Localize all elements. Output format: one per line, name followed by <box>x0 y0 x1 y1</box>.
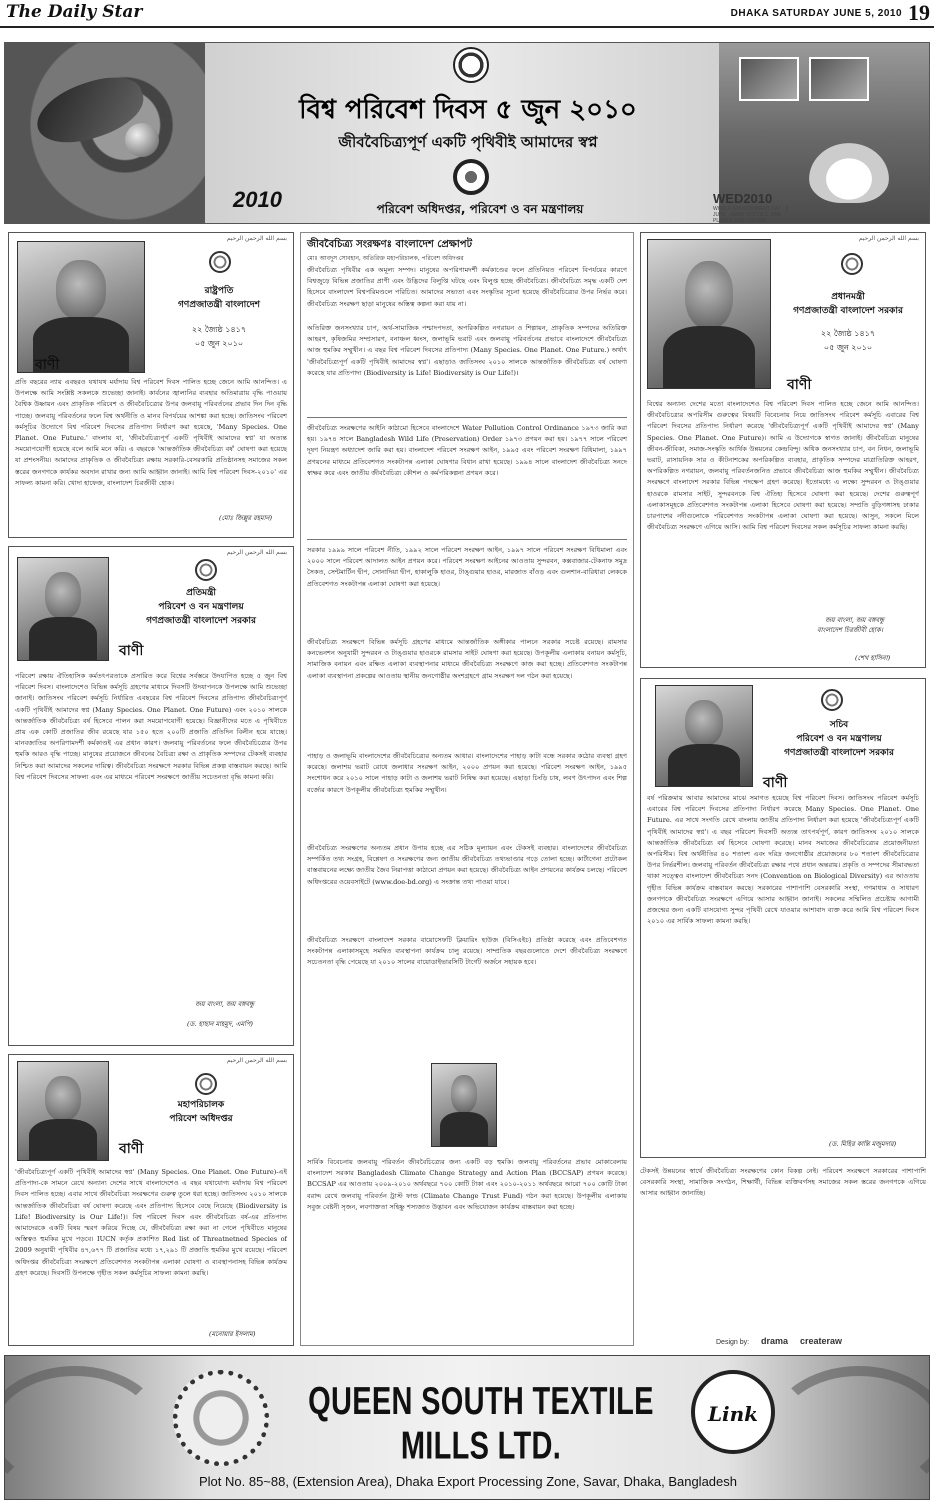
president-message <box>8 232 294 538</box>
masthead <box>0 0 934 28</box>
bismillah-text: بسم الله الرحمن الرحيم <box>226 235 287 242</box>
government-seal-icon <box>821 689 843 711</box>
prime-minister-signature: (শেখ হাসিনা) <box>855 654 891 662</box>
message-heading: বাণী <box>35 357 60 373</box>
article-paragraph: জীববৈচিত্র্য সংরক্ষণের আইনি কাঠামো হিসেবে বাংলাদেশে Water Pollution Control Ordinance ১৯৭৩ জারি করা হয়। ১৯৭৪ সালে Bangladesh Wild Life (Preservation) Order ১৯৭৩ প্রণয়ন করা হয়। ১৯৭৭ সালে পরিবেশ দূষণ নিয়ন্ত্রণ অধ্যাদেশ জারি করা হয়। বাংলাদেশ পরিবেশ সংরক্ষণ আইন, ১৯৯৫ এবং পরিবেশ সংরক্ষণ বিধিমালা, ১৯৯৭ প্রণয়নের মাধ্যমে প্রতিবেশগত সংকটাপন্ন এলাকা ঘোষণার বিধান রাখা হয়েছে। ১৯৯৪ সালে বাংলাদেশ জীববৈচিত্র্য সনদে স্বাক্ষর করে এবং জাতীয় জীববৈচিত্র্য কৌশল ও কর্মপরিকল্পনা প্রণয়ন করে। <box>307 424 627 477</box>
government-seal-icon <box>209 251 231 273</box>
link-logo-text: Link <box>707 1402 759 1426</box>
company-logo-icon <box>173 1370 269 1466</box>
lotus-icon <box>809 143 889 203</box>
message-heading: বাণী <box>787 377 812 393</box>
secretary-org: গণপ্রজাতন্ত্রী বাংলাদেশ সরকার <box>784 748 894 758</box>
president-role: রাষ্ট্রপতি <box>204 286 234 296</box>
article-paragraph: জীববৈচিত্র্য সংরক্ষণে বাংলাদেশ সরকার বায়োসেফটি ক্লিয়ারিং হাউজ (বিসিএইচ) প্রতিষ্ঠা করেছে এবং প্রতিবেশগত সংকটাপন্ন এলাকাসমূহে সমন্বিত ব্যবস্থাপনা কার্যক্রম চালু রয়েছে। সাম্প্রতিক বছরগুলোতে দেশে জীববৈচিত্র্য সংরক্ষণে সচেতনতা বৃদ্ধি পেয়েছে যা ২০১০ সালের বায়োডাইভারসিটি টার্গেট অর্জনে সহায়ক হবে। <box>307 936 627 967</box>
article-paragraph: জীববৈচিত্র্য সংরক্ষণে বিভিন্ন কর্মসূচি গ্রহণের মাধ্যমে আন্তর্জাতিক অঙ্গীকার পালনে সরকার সচেষ্ট রয়েছে। রামসার কনভেনশন অনুযায়ী সুন্দরবন ও টাঙ্গুয়ার হাওরকে রামসার সাইট ঘোষণা করা হয়েছে। উপকূলীয় এলাকায় বনায়ন কর্মসূচি, সামাজিক বনায়ন এবং রক্ষিত এলাকা ব্যবস্থাপনার মাধ্যমে জীববৈচিত্র্য সংরক্ষণে কাজ করা হচ্ছে। প্রতিবেশগত সংকটাপন্ন এলাকা ব্যবস্থাপনা প্রকল্পের আওতায় স্থানীয় জনগোষ্ঠীর অংশগ্রহণে গ্রাম সংরক্ষণ দল গঠন করা হয়েছে। <box>307 638 627 680</box>
date-bangla: ২২ জ্যৈষ্ঠ ১৪১৭ <box>820 329 876 338</box>
director-general-portrait <box>17 1061 109 1161</box>
president-message-body: প্রতি বছরের ন্যায় এবছরও যথাযথ মর্যাদায় বিশ্ব পরিবেশ দিবস পালিত হচ্ছে জেনে আমি আনন্দিত। এ উপলক্ষে আমি সংশ্লিষ্ট সকলকে শুভেচ্ছা জানাই। কার্বনের জ্বালানির ব্যবহার অতিমাত্রায় বৃদ্ধি পাওয়ায় বৈশ্বিক উষ্ণায়ন এবং প্রাকৃতিক পরিবেশ ও জীববৈচিত্র্যের উপর জলবায়ু পরিবর্তনের প্রভাব দিন দিন বৃদ্ধি পাচ্ছে। জলবায়ু পরিবর্তনের ফলে বিশ্ব অর্থনীতি ও মানব বিপর্যয়ের আশঙ্কা করা হচ্ছে। জাতিসংঘ পরিবেশ কর্মসূচির উদ্যোগে বিশ্ব পরিবেশ দিবসের প্রতিপাদ্য নির্ধারণ করা হয়েছে, 'Many Species. One Planet. One Future.' বাংলায় যা, 'জীববৈচিত্র্যপূর্ণ একটি পৃথিবীই আমাদের স্বপ্ন' যা অত্যন্ত সময়োপযোগী হয়েছে বলে আমি মনে করি। এ বছরকে 'আন্তর্জাতিক জীববৈচিত্র্য বর্ষ' ঘোষণা করা হয়েছে যা প্রশংসনীয়। আমাদের প্রাকৃতিক ও জীববৈচিত্র্য রক্ষায় সরকারি-বেসরকারি প্রতিষ্ঠানসহ সমাজের সকল স্তরের জনগণকে কার্যকর অবদান রাখার জন্য আমি আহ্বান জানাই। আমি বিশ্ব পরিবেশ দিবস-২০১০' এর সাফল্য কামনা করি। খোদা হাফেজ, বাংলাদেশ চিরজীবী হোক। <box>15 378 287 487</box>
message-heading: বাণী <box>763 775 788 791</box>
design-credit <box>716 1336 842 1346</box>
banner-title: বিশ্ব পরিবেশ দিবস ৫ জুন ২০১০ <box>299 95 637 125</box>
director-general-message <box>8 1054 294 1346</box>
divider <box>307 417 627 418</box>
prime-minister-org: গণপ্রজাতন্ত্রী বাংলাদেশ সরকার <box>793 306 903 316</box>
closing-slogan: বাংলাদেশ চিরজীবী হোক। <box>817 626 883 634</box>
secretary-portrait <box>655 685 753 787</box>
secretary-message <box>640 678 926 1158</box>
article-paragraph: জীববৈচিত্র্য পৃথিবীর এক অমূল্য সম্পদ। মানুষের অপরিণামদর্শী কর্মকাণ্ডের ফলে প্রতিনিয়ত পরিবেশ বিপর্যয়ের কারণে বিশ্বজুড়ে বিভিন্ন প্রজাতির প্রাণী এবং উদ্ভিদের বিলুপ্তি ঘটছে এবং বিলুপ্ত হচ্ছে জীববৈচিত্র্য। জীববৈচিত্র্য সমৃদ্ধ একটি দেশ হিসেবে বাংলাদেশ বিশ্বপরিমণ্ডলে পরিচিত। আমাদের সভ্যতা এবং সংস্কৃতির সূচনা হয়েছে জীববৈচিত্র্যের উপর নির্ভর করে। জীববৈচিত্র্য সংরক্ষণ ছাড়া মানুষের অস্তিত্ব কল্পনা করা যায় না। <box>307 266 627 308</box>
banner-ministry: পরিবেশ অধিদপ্তর, পরিবেশ ও বন মন্ত্রণালয় <box>376 202 584 216</box>
message-heading: বাণী <box>119 643 144 659</box>
bismillah-text: بسم الله الرحمن الرحيم <box>858 235 919 242</box>
bismillah-text: بسم الله الرحمن الرحيم <box>226 549 287 556</box>
director-general-signature: (মনোয়ার ইসলাম) <box>209 1330 256 1338</box>
sponsor-advertisement <box>4 1355 930 1500</box>
prime-minister-role: প্রধানমন্ত্রী <box>831 292 865 302</box>
director-general-message-body: 'জীববৈচিত্র্যপূর্ণ একটি পৃথিবীই আমাদের স্বপ্ন' (Many Species. One Planet. One Future)-এই প্রতিপাদ্য-কে সামনে রেখে অন্যান্য দেশের সাথে বাংলাদেশেও এ বছর যথাযোগ্য মর্যাদায় বিশ্ব পরিবেশ দিবস পালিত হচ্ছে। এবার সাথে জীববৈচিত্র্য সংরক্ষণের গুরুত্ব তুলে ধরা হচ্ছে। জাতিসংঘ ২০১০ সালকে আন্তর্জাতিক জীববৈচিত্র্য বর্ষ ঘোষণা করেছে এবং প্রতিপাদ্য হিসেবে বেছে নিয়েছে (Biodiversity is Life! Biodiversity is Our Life!)। বিশ্ব পরিবেশ দিবস এবং জীববৈচিত্র্য বর্ষ-এর প্রতিপাদ্য আমাদেরকে একটি বিষয় স্মরণ করিয়ে দিচ্ছে যে, জীববৈচিত্র্য রক্ষা করা না গেলে পৃথিবীতে মানুষের অস্তিত্বও হুমকির মুখে পড়বে। IUCN কর্তৃক প্রকাশিত Red list of Threatnetned Species of 2009 অনুযায়ী পৃথিবীর ৪৭,৬৭৭ টি প্রজাতির মধ্যে ১৭,২৯১ টি প্রজাতি হুমকির মুখে রয়েছে। পরিবেশ অধিদপ্তর জীববৈচিত্র্য সংরক্ষণে প্রতিবেশগত সংকটাপন্ন এলাকা ঘোষণা ও ব্যবস্থাপনাসহ বিভিন্ন কার্যক্রম গ্রহণ করেছে। দিবসটি উপলক্ষে গৃহীত সকল কর্মসূচির সাফল্য কামনা করছি। <box>15 1168 287 1277</box>
article-paragraph: জীববৈচিত্র্য সংরক্ষণের অন্যতম প্রধান উপায় হচ্ছে এর সঠিক মূল্যায়ন এবং টেকসই ব্যবহার। বাংলাদেশের জীববৈচিত্র্য সম্পর্কিত তথ্য সংগ্রহ, বিশ্লেষণ ও সংরক্ষণের জন্য জাতীয় জীববৈচিত্র্য তথ্যভাণ্ডার গড়ে তোলা হচ্ছে। কার্টাগেনা প্রটোকল বাস্তবায়নের লক্ষ্যে জাতীয় জৈব নিরাপত্তা কাঠামো প্রণয়ন করা হয়েছে। জীববৈচিত্র্য আইন প্রণয়নের কার্যক্রম চলছে। পরিবেশ অধিদপ্তরের ওয়েবসাইটে (www.doe-bd.org) এ সংক্রান্ত তথ্য পাওয়া যাবে। <box>307 844 627 886</box>
date-bangla: ২২ জ্যৈষ্ঠ ১৪১৭ <box>191 325 247 334</box>
agency-logo: drama <box>761 1336 789 1346</box>
link-logo <box>691 1370 775 1454</box>
prime-minister-message-body: বিশ্বের অন্যান্য দেশের মতো বাংলাদেশেও বিশ্ব পরিবেশ দিবস পালিত হচ্ছে জেনে আমি আনন্দিত। জীববৈচিত্র্যের অপরিসীম গুরুত্বের বিষয়টি বিবেচনায় নিয়ে জাতিসংঘ পরিবেশ কর্মসূচি এবারের বিশ্ব পরিবেশ দিবসের প্রতিপাদ্য নির্ধারণ করেছে 'জীববৈচিত্র্যপূর্ণ একটি পৃথিবীই আমাদের স্বপ্ন' (Many Species. One Planet. One Future)। আমি এ উদ্যোগকে স্বাগত জানাই। জীববৈচিত্র্য মানুষের জীবন-জীবিকা, সমাজ-সংস্কৃতি আর্থিক উন্নয়নের কেন্দ্রবিন্দু। অধিক জনসংখ্যার চাপ, বন নিধন, জলাভূমি ভরাট, রাসায়নিক সার ও কীটনাশকের অপরিকল্পিত ব্যবহার, প্রাকৃতিক সম্পদের মাত্রাতিরিক্ত আহরণ, অপরিকল্পিত নগরায়ন, জলবায়ু পরিবর্তনজনিত প্রভাবে জীববৈচিত্র্য আজ হুমকির সম্মুখীন। জীববৈচিত্র্য সংরক্ষণে বাংলাদেশ সরকার বিভিন্ন পদক্ষেপ গ্রহণ করেছে। ইতোমধ্যে এ লক্ষ্যে সুন্দরবন ও টাঙ্গুয়ার হাওরকে রামসার সাইট, সুন্দরবনকে বিশ্ব ঐতিহ্য হিসেবে ঘোষণা করা হয়েছে। দেশের গুরুত্বপূর্ণ এলাকাসমূহকে প্রতিবেশগত সংকটাপন্ন এলাকা হিসেবে ঘোষণা করা হয়েছে। সম্প্রতি বুড়িগঙ্গাসহ ঢাকার চারপাশের নদীগুলোকে পরিবেশগত সংকটাপন্ন এলাকা ঘোষণা করা হয়েছে। আসুন, সকলে মিলে জীববৈচিত্র্য সংরক্ষণে এগিয়ে আসি। আমি বিশ্ব পরিবেশ দিবসের সকল কর্মসূচির সাফল্য কামনা করছি। <box>647 400 919 532</box>
company-address: Plot No. 85~88, (Extension Area), Dhaka Export Processing Zone, Savar, Dhaka, Bangladesh <box>198 1474 737 1489</box>
government-seal-icon <box>195 559 217 581</box>
president-signature: (মোঃ জিল্লুর রহমান) <box>219 514 273 522</box>
state-minister-portrait <box>17 557 109 661</box>
state-minister-org: গণপ্রজাতন্ত্রী বাংলাদেশ সরকার <box>146 616 256 626</box>
fruit-icon <box>125 123 159 157</box>
biodiversity-year-logo: 2010 <box>233 187 282 212</box>
banner-subtitle: জীববৈচিত্র্যপূর্ণ একটি পৃথিবীই আমাদের স্বপ্ন <box>338 133 598 151</box>
wed-tagline: WORLD ENVIRONMENT DAY · 5 JUNE · MANY SPECIES. ONE PLANET. ONE FUTURE <box>713 206 789 224</box>
newspaper-logo: The Daily Star <box>6 2 143 22</box>
secretary-signature: (ড. মিহির কান্তি মজুমদার) <box>829 1140 897 1148</box>
article-title: জীববৈচিত্র্য সংরক্ষণঃ বাংলাদেশ প্রেক্ষাপট <box>307 239 473 250</box>
agency-logo: createraw <box>800 1336 843 1346</box>
landscape-thumbnail <box>739 57 799 101</box>
closing-slogan: জয় বাংলা, জয় বঙ্গবন্ধু <box>825 616 885 624</box>
article-paragraph: সরকার ১৯৯৯ সালে পরিবেশ নীতি, ১৯৯২ সালে পরিবেশ সংরক্ষণ আইন, ১৯৯৭ সালে পরিবেশ সংরক্ষণ বিধিমালা এবং ২০০০ সালে পরিবেশ আদালত আইন প্রণয়ন করে। পরিবেশ সংরক্ষণ আইনের আওতায় সুন্দরবন, কক্সবাজার-টেকনাফ সমুদ্র সৈকত, সেন্টমার্টিন দ্বীপ, সোনাদিয়া দ্বীপ, হাকালুকি হাওর, টাঙ্গুয়ার হাওর, মারজাত বাঁওড় এবং গুলশান-বারিধারা লেককে প্রতিবেশগত সংকটাপন্ন এলাকা ঘোষণা করা হয়েছে। <box>307 546 627 588</box>
bismillah-text: بسم الله الرحمن الرحيم <box>226 1057 287 1064</box>
doe-logo-icon <box>453 159 489 195</box>
state-minister-message <box>8 546 294 1046</box>
president-org: গণপ্রজাতন্ত্রী বাংলাদেশ <box>178 300 260 310</box>
landscape-thumbnail <box>809 57 869 101</box>
state-minister-role: প্রতিমন্ত্রী <box>186 588 216 598</box>
page-number: 19 <box>908 0 930 25</box>
article-paragraph: অতিরিক্ত জনসংখ্যার চাপ, অর্থ-সামাজিক পশ্চাদপদতা, অপরিকল্পিত নগরায়ন ও শিল্পায়ন, প্রাকৃতিক সম্পদের অতিরিক্ত আহরণ, কৃষিজমির সম্প্রসারণ, বনাঞ্চল ধ্বংস, জলাভূমি ভরাট এবং জলবায়ু পরিবর্তনের প্রভাবে বাংলাদেশে জীববৈচিত্র্য আজ হুমকির সম্মুখীন। এ বছর বিশ্ব পরিবেশ দিবসের প্রতিপাদ্য (Many Species. One Planet. One Future.) অর্থাৎ 'জীববৈচিত্র্যপূর্ণ একটি পৃথিবীই আমাদের স্বপ্ন'। এছাড়াও জাতিসংঘ ২০১০ সালকে আন্তর্জাতিক জীববৈচিত্র্য বর্ষ ঘোষণা করেছে যার প্রতিপাদ্য (Biodiversity is Life! Biodiversity is Our Life!)। <box>307 324 627 377</box>
divider <box>307 539 627 540</box>
article-paragraph: টেকসই উন্নয়নের স্বার্থে জীববৈচিত্র্য সংরক্ষণের কোন বিকল্প নেই। পরিবেশ সংরক্ষণে সরকারের পাশাপাশি বেসরকারি সংস্থা, সামাজিক সংগঠন, শিক্ষার্থী, বিভিন্ন ব্যক্তিবর্গসহ সমাজের সকল স্তরের জনগণকে এগিয়ে আসার আহ্বান জানাচ্ছি। <box>640 1167 926 1198</box>
government-seal-icon <box>841 253 863 275</box>
date-english: ০৫ জুন ২০১০ <box>823 343 873 352</box>
bird-photo <box>5 43 205 224</box>
article-paragraph: সার্বিক বিবেচনায় জলবায়ু পরিবর্তন জীববৈচিত্র্যের জন্য একটি বড় হুমকি। জলবায়ু পরিবর্তনের প্রভাব মোকাবেলায় বাংলাদেশ সরকার Bangladesh Climate Change Strategy and Action Plan (BCCSAP) প্রণয়ন করেছে। BCCSAP এর আওতায় ২০০৯-২০১০ অর্থবছরে ৭০০ কোটি টাকা এবং ২০১০-২০১১ অর্থবছরে আরো ৭০০ কোটি টাকা বরাদ্দ রেখে জলবায়ু পরিবর্তন ট্রাস্ট ফান্ড (Climate Change Trust Fund) গঠন করা হয়েছে। উপকূলীয় এলাকায় সবুজ বেষ্টনী সৃজন, লবণাক্ততা সহিষ্ণু শস্যজাত উদ্ভাবন এবং অভিযোজন কার্যক্রম বাস্তবায়ন করা হচ্ছে। <box>307 1158 627 1211</box>
state-minister-signature: (ড. হাছান মাহমুদ, এমপি) <box>187 1020 253 1028</box>
government-seal-icon <box>195 1073 217 1095</box>
closing-slogan: জয় বাংলা, জয় বঙ্গবন্ধু <box>195 1000 255 1008</box>
design-credit-label: Design by: <box>716 1339 750 1346</box>
director-general-org: পরিবেশ অধিদপ্তর <box>169 1114 233 1124</box>
prime-minister-message <box>640 232 926 668</box>
feature-article <box>300 232 634 1346</box>
government-seal-icon <box>453 47 489 83</box>
secretary-ministry: পরিবেশ ও বন মন্ত্রণালয় <box>796 734 882 744</box>
company-name: QUEEN SOUTH TEXTILE MILLS LTD. <box>308 1380 654 1469</box>
article-byline: মোঃ আবদুস সোবহান, অতিরিক্ত মহাপরিচালক, পরিবেশ অধিদপ্তর <box>307 255 464 262</box>
date-english: ০৫ জুন ২০১০ <box>194 339 244 348</box>
secretary-message-body: বর্ষ পরিক্রমায় আবার আমাদের মাঝে সমাগত হয়েছে বিশ্ব পরিবেশ দিবস। জাতিসংঘ পরিবেশ কর্মসূচি এবারের বিশ্ব পরিবেশ দিবসের প্রতিপাদ্য নির্ধারণ করেছে Many Species. One Planet. One Future. এর সাথে সংগতি রেখে বাংলায় জাতীয় প্রতিপাদ্য নির্ধারণ করা হয়েছে 'জীববৈচিত্র্যপূর্ণ একটি পৃথিবীই আমাদের স্বপ্ন'। এ বছর পরিবেশ দিবসটি অত্যন্ত তাৎপর্যপূর্ণ, কারণ জাতিসংঘ ২০১০ সালকে আন্তর্জাতিক জীববৈচিত্র্য বর্ষ হিসেবে ঘোষণা করেছে। মানব সমাজের জীববৈচিত্র্যের প্রয়োজনীয়তা অপরিসীম। বিশ্ব অর্থনীতির ৪০ শতাংশ এবং দরিদ্র জনগোষ্ঠীর প্রয়োজনের ৮০ শতাংশ জীববৈচিত্র্যের উপর নির্ভরশীল। জলবায়ু পরিবর্তন জীববৈচিত্র্য রক্ষার পথে প্রধান অন্তরায়। প্রকৃতি ও সম্পদের সীমাবদ্ধতা থাকা সত্ত্বেও বাংলাদেশ জীববৈচিত্র্য সনদ (Convention on Biological Diversity) এর আওতায় গৃহীত বিভিন্ন কার্যক্রম বাস্তবায়ন করছে। সরকারের পাশাপাশি বেসরকারি সংস্থা, গণমাধ্যম ও সাধারণ জনগণকে জীববৈচিত্র্য সংরক্ষণে এগিয়ে আসার আহ্বান জানাই। সকলের সম্মিলিত প্রচেষ্টায় আগামী প্রজন্মের জন্য একটি বাসযোগ্য সুন্দর পৃথিবী রেখে যাওয়ার আশাবাদ ব্যক্ত করে আমি বিশ্ব পরিবেশ দিবস ২০১০ এর সার্বিক সাফল্য কামনা করছি। <box>647 794 919 926</box>
director-general-role: মহাপরিচালক <box>177 1100 225 1110</box>
author-portrait <box>431 1063 497 1147</box>
dateline: DHAKA SATURDAY JUNE 5, 2010 <box>730 8 902 19</box>
wed-logo: WED2010 <box>713 191 773 206</box>
environment-day-banner <box>4 42 930 224</box>
state-minister-message-body: পরিবেশ রক্ষায় ঐতিহাসিক কর্মতৎপরতাকে প্রসারিত করে বিশ্বের সর্বস্তরে উদযাপিত হচ্ছে ৫ জুন বিশ্ব পরিবেশ দিবস। বাংলাদেশেও বিভিন্ন কর্মসূচি গ্রহণের মাধ্যমে দিবসটি উদযাপনকে উপলক্ষে আমি শুভেচ্ছা জানাই। জাতিসংঘ পরিবেশ কর্মসূচি নির্ধারিত এবছরের বিশ্ব পরিবেশ দিবসের প্রতিপাদ্য জীববৈচিত্র্যপূর্ণ একটি পৃথিবীই আমাদের স্বপ্ন (Many Species. One Planet. One Future) এবং ২০১০ সালকে আন্তর্জাতিক জীববৈচিত্র্য বর্ষ হিসেবে পালন করা সময়োপযোগী হয়েছে। বিজ্ঞানীদের মতে এ পৃথিবীতে প্রায় এক কোটি প্রজাতির জীব রয়েছে যার ১৫০ হতে ২০০টি প্রজাতি প্রতিদিন বিলীন হয়ে যাচ্ছে। মানবজাতির অপরিণামদর্শী কর্মকাণ্ডই এর প্রধান কারণ। জলবায়ু পরিবর্তনের ফলে জীববৈচিত্র্যের উপর হুমকি আরও বৃদ্ধি পাচ্ছে। মানুষের প্রয়োজনে জীবনের বৈচিত্র্য রক্ষা ও প্রাকৃতিক সম্পদের টেকসই ব্যবহার নিশ্চিত করা আমাদের সকলের দায়িত্ব। জীববৈচিত্র্য সংরক্ষণে সরকার বিভিন্ন প্রকল্প বাস্তবায়ন করছে। আমি বিশ্ব পরিবেশ দিবসের সাফল্য এবং এর মাধ্যমে পরিবেশ সংরক্ষণে জাতীয় সচেতনতা বৃদ্ধি কামনা করি। <box>15 672 287 781</box>
state-minister-ministry: পরিবেশ ও বন মন্ত্রণালয় <box>158 602 244 612</box>
prime-minister-portrait <box>647 239 771 389</box>
article-paragraph: পাহাড় ও জলাভূমি বাংলাদেশের জীববৈচিত্র্যের অন্যতম আধার। বাংলাদেশের পাহাড় কাটা বন্ধে সরকার কঠোর ব্যবস্থা গ্রহণ করেছে। জলাশয় ভরাট রোধে জলাধার সংরক্ষণ আইন, ২০০০ প্রণয়ন করা হয়েছে। পরিবেশ সংরক্ষণ আইন, ১৯৯৫ সংশোধন করে ২০১০ সালে পাহাড় কাটা ও জলাশয় ভরাট নিষিদ্ধ করা হয়েছে। এছাড়া চিংড়ি চাষ, লবণ উৎপাদন এবং শিল্প বর্জ্যের কারণে উপকূলীয় জীববৈচিত্র্য হুমকির সম্মুখীন। <box>307 752 627 794</box>
message-heading: বাণী <box>119 1141 144 1157</box>
secretary-role: সচিব <box>829 720 849 730</box>
